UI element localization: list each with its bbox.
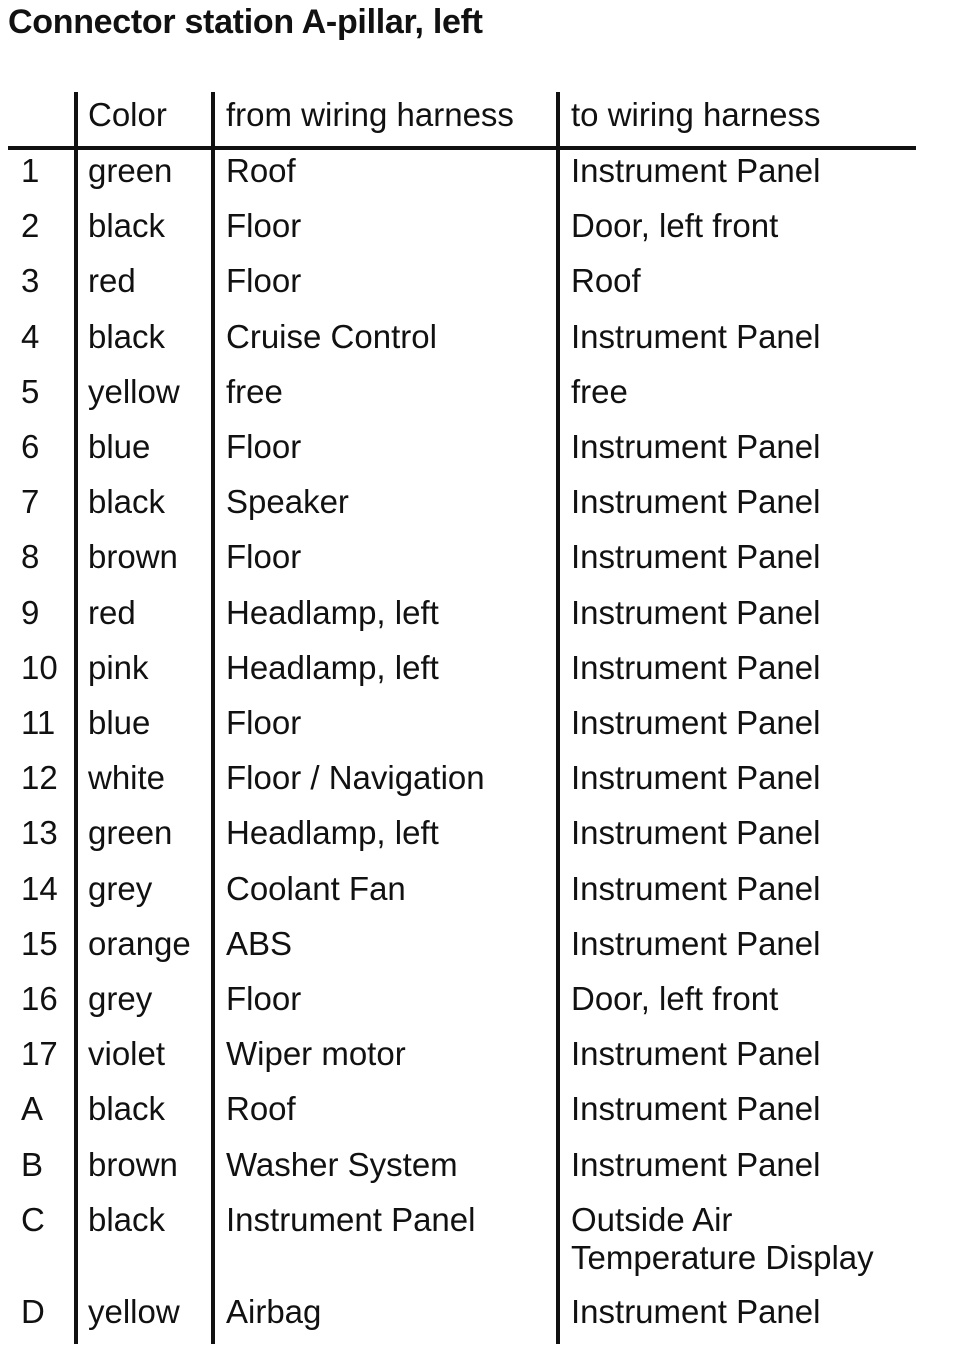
cell-color: grey [88,869,153,907]
cell-to-harness: Instrument Panel [571,704,821,741]
cell-number: 1 [21,152,40,189]
cell-color: red [88,593,136,631]
cell-from-harness: Headlamp, left [226,814,439,852]
header-from-harness: from wiring harness [226,96,514,133]
cell-color: pink [88,648,149,686]
cell-from-harness: Speaker [226,483,349,521]
cell-color: brown [88,538,178,576]
cell-from-harness: Floor [226,980,302,1017]
cell-from-harness: Floor [226,428,302,465]
cell-color: black [88,483,166,521]
cell-from-harness: Floor [226,704,302,741]
cell-number: 6 [21,428,40,465]
cell-from-harness: Wiper motor [226,1035,406,1073]
cell-to-harness: Instrument Panel [571,483,821,521]
cell-from-harness: Headlamp, left [226,593,439,631]
cell-number: 5 [21,372,40,410]
cell-from-harness: Floor / Navigation [226,759,485,797]
cell-number: 12 [21,759,58,797]
cell-to-harness: Instrument Panel [571,1035,821,1073]
cell-color: blue [88,428,151,465]
cell-color: yellow [88,372,180,410]
cell-color: yellow [88,1293,180,1330]
cell-number: 8 [21,538,40,576]
cell-to-harness: Instrument Panel [571,593,821,631]
cell-number: C [21,1200,45,1238]
header-divider [8,146,916,150]
cell-to-harness: Instrument Panel [571,1090,821,1128]
cell-number: 9 [21,593,40,631]
cell-to-harness: Instrument Panel [571,814,821,852]
cell-from-harness: Roof [226,1090,296,1128]
header-color: Color [88,96,167,133]
cell-color: red [88,262,136,300]
cell-number: 7 [21,483,40,521]
cell-color: blue [88,704,151,741]
cell-to-harness: Door, left front [571,207,779,245]
cell-number: 2 [21,207,40,245]
cell-color: black [88,1200,166,1238]
cell-from-harness: Airbag [226,1293,322,1330]
cell-to-harness: Instrument Panel [571,924,821,962]
cell-to-harness: Roof [571,262,641,300]
cell-to-harness: Instrument Panel [571,869,821,907]
cell-from-harness: Floor [226,538,302,576]
cell-from-harness: Floor [226,207,302,245]
cell-number: 3 [21,262,40,300]
cell-to-harness: Instrument Panel [571,538,821,576]
cell-color: black [88,317,166,355]
cell-from-harness: Cruise Control [226,317,437,355]
cell-color: green [88,814,173,852]
cell-color: orange [88,924,191,962]
cell-to-harness: Instrument Panel [571,317,821,355]
cell-number: D [21,1293,45,1330]
column-divider-color [211,92,215,1344]
cell-color: violet [88,1035,166,1073]
cell-to-harness: Instrument Panel [571,428,821,465]
cell-color: black [88,207,166,245]
cell-to-harness: Door, left front [571,980,779,1017]
cell-from-harness: Instrument Panel [226,1200,476,1238]
cell-number: 15 [21,924,58,962]
cell-number: 4 [21,317,40,355]
cell-color: black [88,1090,166,1128]
cell-color: brown [88,1145,178,1183]
column-divider-from [556,92,560,1344]
column-divider-number [74,92,78,1344]
cell-from-harness: Headlamp, left [226,648,439,686]
cell-from-harness: free [226,372,283,410]
cell-from-harness: Floor [226,262,302,300]
cell-color: white [88,759,166,797]
cell-from-harness: ABS [226,924,293,962]
cell-to-harness: Instrument Panel [571,1293,821,1330]
header-to-harness: to wiring harness [571,96,821,133]
cell-color: green [88,152,173,189]
cell-from-harness: Washer System [226,1145,458,1183]
cell-number: 16 [21,980,58,1017]
cell-to-harness: Outside Air Temperature Display [571,1200,874,1276]
cell-number: B [21,1145,44,1183]
cell-to-harness: free [571,372,628,410]
cell-to-harness: Instrument Panel [571,648,821,686]
cell-color: grey [88,980,153,1017]
cell-number: 10 [21,648,58,686]
cell-number: A [21,1090,44,1128]
cell-to-harness: Instrument Panel [571,152,821,189]
cell-to-harness: Instrument Panel [571,759,821,797]
cell-from-harness: Coolant Fan [226,869,406,907]
cell-to-harness: Instrument Panel [571,1145,821,1183]
cell-from-harness: Roof [226,152,296,189]
cell-number: 17 [21,1035,58,1073]
cell-number: 14 [21,869,58,907]
page-title: Connector station A-pillar, left [8,3,483,41]
cell-number: 11 [21,704,56,741]
cell-number: 13 [21,814,58,852]
